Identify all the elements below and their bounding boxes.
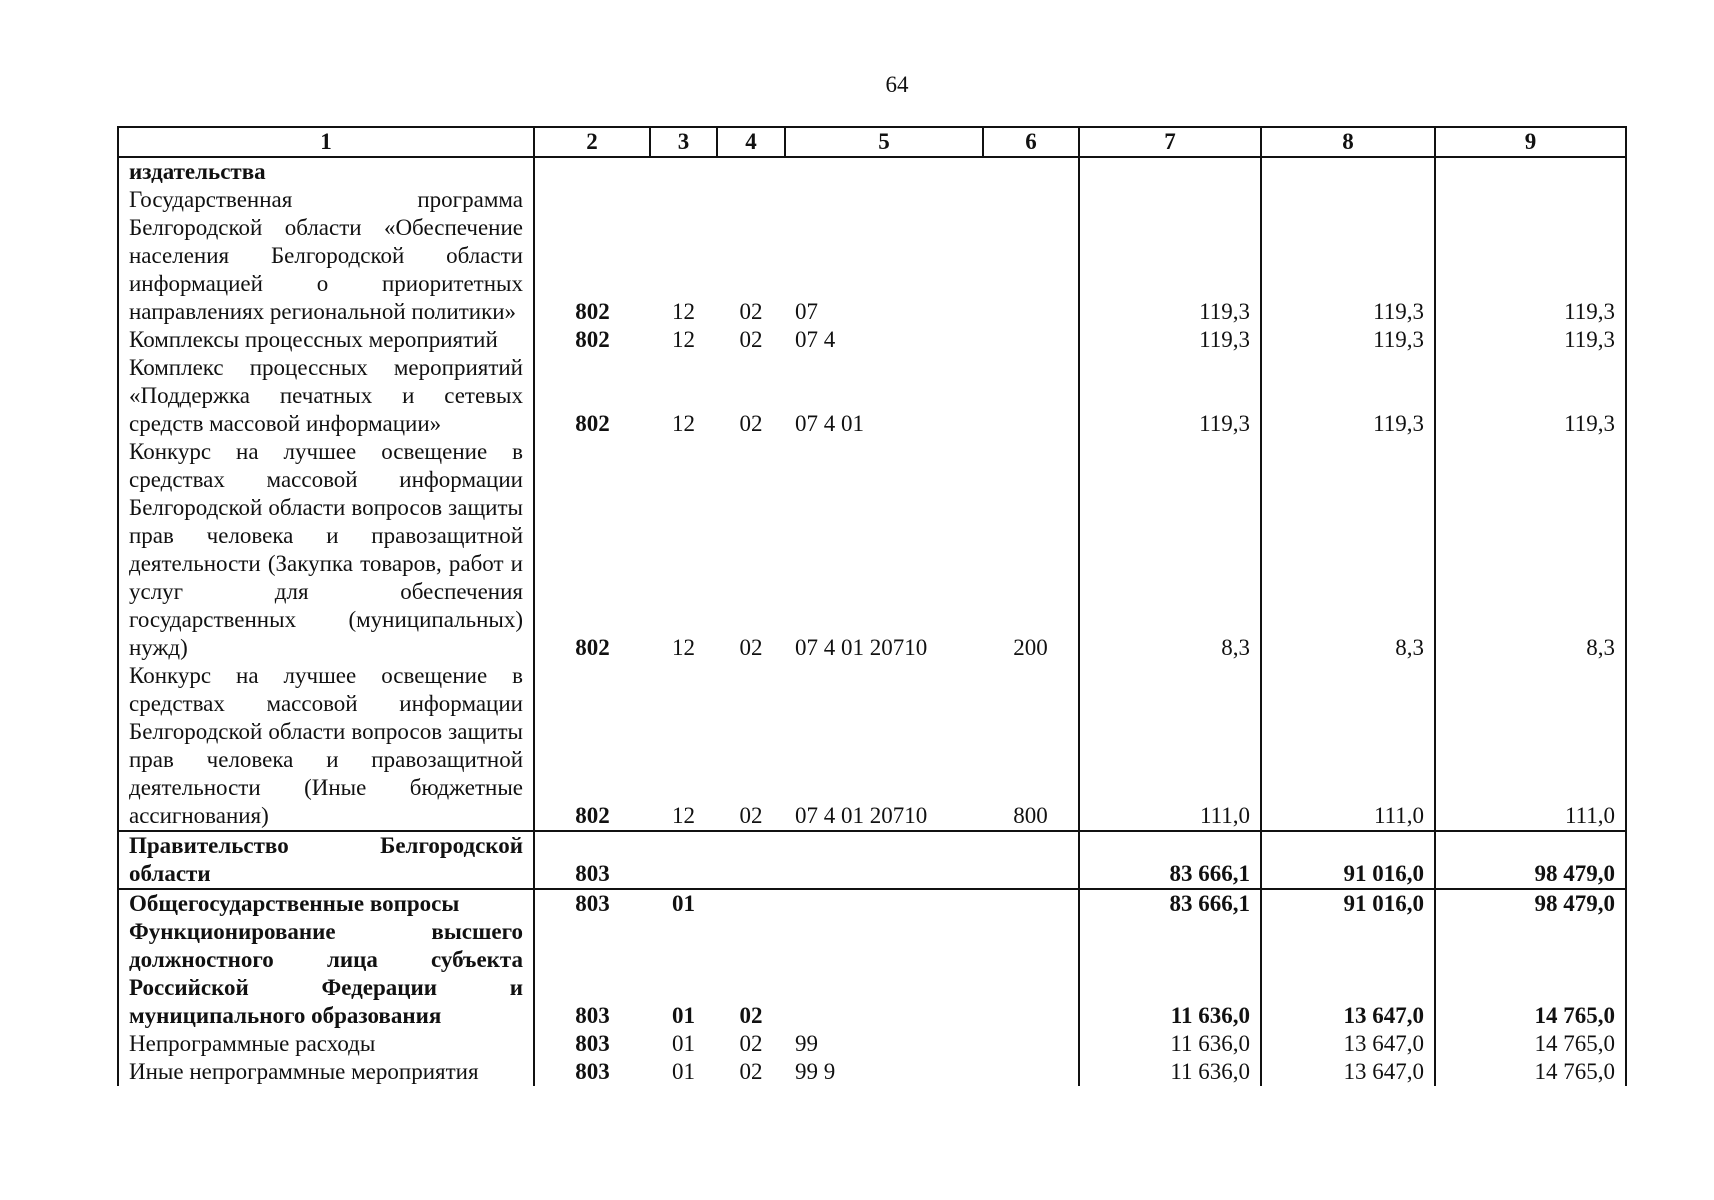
subsection-cell [717, 831, 785, 889]
target-article-cell [785, 157, 983, 186]
section-cell: 12 [672, 327, 695, 352]
column-header: 8 [1261, 127, 1435, 157]
expense-type-cell [983, 918, 1079, 1030]
column-header: 2 [534, 127, 650, 157]
row-name-cell: Правительство Белгородской области [118, 831, 534, 889]
target-article-cell [785, 889, 983, 918]
row-name-cell: Конкурс на лучшее освещение в средствах массовой информации Белгородской области вопросов защиты прав человека и правозащитной деятельности (Закупка товаров, работ и услуг для обеспечения государственных (муниципальных) нужд) [118, 438, 534, 662]
section-cell: 01 [672, 1003, 695, 1028]
amount-year3-cell: 111,0 [1435, 662, 1626, 831]
column-header: 3 [650, 127, 717, 157]
amount-year1-cell: 11 636,0 [1079, 918, 1261, 1030]
subsection-cell: 02 [739, 1059, 763, 1084]
grbs-cell: 803 [534, 889, 650, 918]
amount-year1-cell: 83 666,1 [1079, 831, 1261, 889]
amount-year1-cell: 83 666,1 [1079, 889, 1261, 918]
amount-year2-cell: 8,3 [1261, 438, 1435, 662]
grbs-cell: 802 [534, 326, 650, 354]
row-name-cell: Непрограммные расходы [118, 1030, 534, 1058]
grbs-cell: 803 [534, 1030, 650, 1058]
row-name-cell: Общегосударственные вопросы [118, 889, 534, 918]
subsection-cell: 02 [717, 662, 785, 831]
table-row [118, 831, 1626, 889]
target-article-cell: 07 4 [795, 327, 836, 352]
column-header: 6 [983, 127, 1079, 157]
expense-type-cell [983, 157, 1079, 186]
expense-type-cell [983, 1030, 1079, 1058]
target-article-cell [785, 831, 983, 889]
amount-year3-cell: 14 765,0 [1435, 918, 1626, 1030]
grbs-cell: 803 [534, 918, 650, 1030]
amount-year2-cell: 119,3 [1261, 354, 1435, 438]
amount-year1-cell: 119,3 [1079, 186, 1261, 326]
column-header: 7 [1079, 127, 1261, 157]
table-row [118, 662, 1626, 831]
grbs-cell: 803 [534, 1058, 650, 1086]
amount-year1-cell: 111,0 [1079, 662, 1261, 831]
expense-type-cell: 800 [983, 662, 1079, 831]
subsection-cell: 02 [739, 1003, 763, 1028]
section-cell: 01 [650, 889, 717, 918]
section-cell [650, 157, 717, 186]
grbs-cell: 802 [534, 662, 650, 831]
section-cell: 01 [672, 1031, 695, 1056]
target-article-cell: 07 [795, 299, 818, 324]
section-cell: 12 [672, 635, 695, 660]
table-row [118, 326, 1626, 354]
table-row [118, 438, 1626, 662]
expense-type-cell [983, 889, 1079, 918]
subsection-cell: 02 [739, 299, 763, 324]
expense-type-cell [983, 1058, 1079, 1086]
target-article-cell: 99 9 [795, 1059, 836, 1084]
section-cell: 12 [672, 411, 695, 436]
row-name-cell: Комплексы процессных мероприятий [118, 326, 534, 354]
target-article-cell: 07 4 01 20710 [795, 635, 928, 660]
amount-year2-cell: 91 016,0 [1261, 831, 1435, 889]
table-row [118, 889, 1626, 918]
amount-year2-cell: 91 016,0 [1261, 889, 1435, 918]
row-name-cell: Комплекс процессных мероприятий «Поддержка печатных и сетевых средств массовой информации» [118, 354, 534, 438]
amount-year3-cell: 8,3 [1435, 438, 1626, 662]
amount-year2-cell: 119,3 [1261, 326, 1435, 354]
row-name-cell: Иные непрограммные мероприятия [118, 1058, 534, 1086]
table-row [118, 354, 1626, 438]
target-article-cell: 07 4 01 20710 [785, 662, 983, 831]
table-body [118, 157, 1626, 1086]
section-cell [650, 831, 717, 889]
header-row [118, 127, 1626, 157]
expense-type-cell [983, 186, 1079, 326]
grbs-cell [534, 157, 650, 186]
grbs-cell: 802 [534, 186, 650, 326]
subsection-cell: 02 [739, 635, 763, 660]
expense-type-cell [983, 831, 1079, 889]
subsection-cell [717, 157, 785, 186]
amount-year1-cell [1079, 157, 1261, 186]
table-row [118, 918, 1626, 1030]
subsection-cell: 02 [739, 1031, 763, 1056]
grbs-cell: 803 [534, 831, 650, 889]
amount-year3-cell: 98 479,0 [1435, 831, 1626, 889]
row-name-cell: Функционирование высшего должностного лица субъекта Российской Федерации и муниципального образования [118, 918, 534, 1030]
amount-year2-cell: 13 647,0 [1261, 1058, 1435, 1086]
grbs-cell: 802 [534, 354, 650, 438]
amount-year3-cell [1435, 157, 1626, 186]
page-number: 64 [885, 72, 909, 97]
table-row [118, 1058, 1626, 1086]
target-article-cell: 07 4 01 [795, 411, 864, 436]
row-name-cell: издательства [118, 157, 534, 186]
amount-year2-cell: 119,3 [1261, 186, 1435, 326]
amount-year2-cell [1261, 157, 1435, 186]
amount-year3-cell: 14 765,0 [1435, 1030, 1626, 1058]
amount-year1-cell: 119,3 [1079, 354, 1261, 438]
column-header: 1 [118, 127, 534, 157]
amount-year1-cell: 8,3 [1079, 438, 1261, 662]
amount-year2-cell: 13 647,0 [1261, 918, 1435, 1030]
amount-year3-cell: 14 765,0 [1435, 1058, 1626, 1086]
section-cell: 12 [672, 299, 695, 324]
amount-year1-cell: 119,3 [1079, 326, 1261, 354]
section-cell: 12 [650, 662, 717, 831]
column-header: 5 [785, 127, 983, 157]
target-article-cell: 99 [795, 1031, 818, 1056]
table-row [118, 1030, 1626, 1058]
amount-year2-cell: 111,0 [1261, 662, 1435, 831]
budget-table [117, 126, 1627, 1086]
expense-type-cell [983, 354, 1079, 438]
table-row [118, 186, 1626, 326]
subsection-cell: 02 [739, 327, 763, 352]
row-name-cell: Конкурс на лучшее освещение в средствах массовой информации Белгородской области вопросов защиты прав человека и правозащитной деятельности (Иные бюджетные ассигнования) [118, 662, 534, 831]
amount-year2-cell: 13 647,0 [1261, 1030, 1435, 1058]
amount-year1-cell: 11 636,0 [1079, 1030, 1261, 1058]
section-cell: 01 [672, 1059, 695, 1084]
grbs-cell: 802 [534, 438, 650, 662]
column-header: 9 [1435, 127, 1626, 157]
amount-year1-cell: 11 636,0 [1079, 1058, 1261, 1086]
target-article-cell [785, 918, 983, 1030]
subsection-cell: 02 [739, 411, 763, 436]
amount-year3-cell: 119,3 [1435, 326, 1626, 354]
subsection-cell [717, 889, 785, 918]
amount-year3-cell: 98 479,0 [1435, 889, 1626, 918]
amount-year3-cell: 119,3 [1435, 354, 1626, 438]
expense-type-cell [983, 326, 1079, 354]
column-header: 4 [717, 127, 785, 157]
amount-year3-cell: 119,3 [1435, 186, 1626, 326]
table-row [118, 157, 1626, 186]
expense-type-cell: 200 [1013, 635, 1048, 660]
row-name-cell: Государственная программа Белгородской области «Обеспечение населения Белгородской области информацией о приоритетных направлениях региональной политики» [118, 186, 534, 326]
